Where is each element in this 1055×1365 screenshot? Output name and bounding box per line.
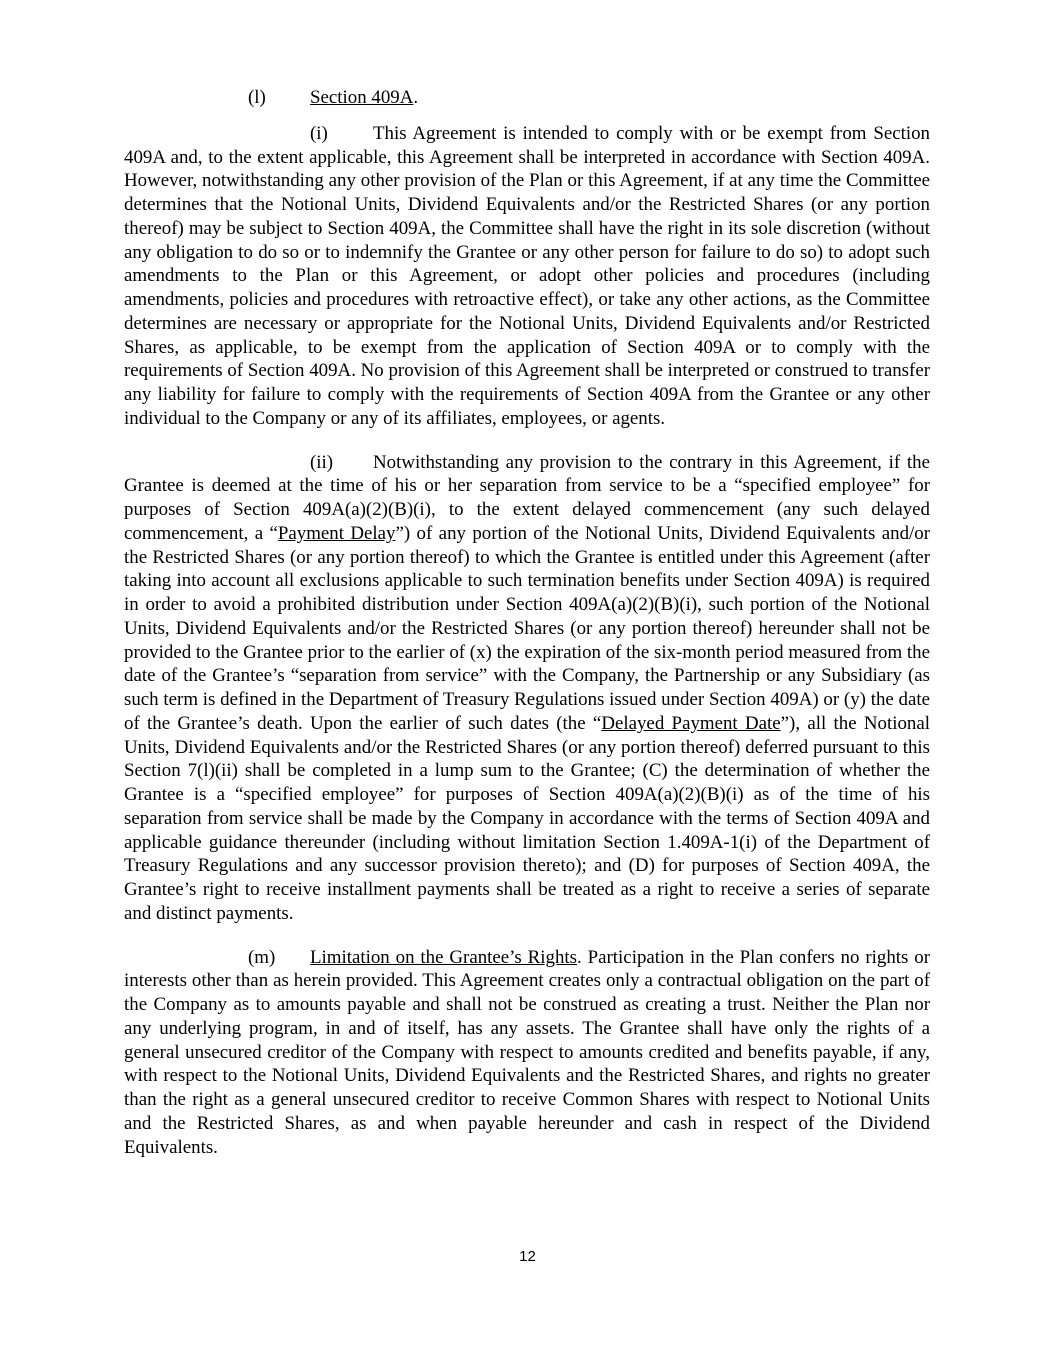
paragraph-l-ii	[124, 451, 930, 926]
paragraph-l-ii-text-3: ”), all the Notional Units, Dividend Equivalents and/or the Restricted Shares (or any portion thereof) deferred pursuant to this Section 7(l)(ii) shall be completed in a lump sum to the Grantee; (C) the determination of whether the Grantee is a “specified employee” for purposes of Section 409A(a)(2)(B)(i) as of the time of his separation from service shall be made by the Company in accordance with the terms of Section 409A and applicable guidance thereunder (including without limitation Section 1.409A-1(i) of the Department of Treasury Regulations and any successor provision thereto); and (D) for purposes of Section 409A, the Grantee’s right to receive installment payments shall be treated as a right to receive a series of separate and distinct payments.	[124, 712, 930, 924]
section-l-title: Section 409A	[310, 87, 414, 108]
defined-term-payment-delay: Payment Delay	[277, 522, 396, 544]
paragraph-l-i-text: This Agreement is intended to comply with or be exempt from Section 409A and, to the extent applicable, this Agreement shall be interpreted in accordance with Section 409A. However, notwithstanding any other provision of the Plan or this Agreement, if at any time the Committee determines that the Notional Units, Dividend Equivalents and/or the Restricted Shares (or any portion thereof) may be subject to Section 409A, the Committee shall have the right in its sole discretion (without any obligation to do so or to indemnify the Grantee or any other person for failure to do so) to adopt such amendments to the Plan or this Agreement, or adopt other policies and procedures (including amendments, policies and procedures with retroactive effect), or take any other actions, as the Committee determines are necessary or appropriate for the Notional Units, Dividend Equivalents and/or Restricted Shares, as applicable, to be exempt from the application of Section 409A or to comply with the requirements of Section 409A. No provision of this Agreement shall be interpreted or construed to transfer any liability for failure to comply with the requirements of Section 409A from the Grantee or any other individual to the Company or any of its affiliates, employees, or agents.	[124, 122, 930, 429]
page-number: 12	[519, 1248, 536, 1265]
section-l-heading	[124, 86, 930, 110]
document-page	[124, 86, 930, 1179]
section-l-number: (l)	[248, 87, 266, 108]
paragraph-l-i-number: (i)	[310, 122, 328, 144]
paragraph-l-ii-text-1: Notwithstanding any provision to the contrary in this Agreement, if the Grantee is deemed at the time of his or her separation from service to be a “specified employee” for purposes of Section 409A(a)(2)(B)(i), to the extent delayed commencement (any such delayed commencement, a “	[124, 451, 930, 544]
section-m-number: (m)	[248, 946, 276, 968]
paragraph-l-ii-number: (ii)	[310, 451, 334, 473]
section-m-paragraph	[124, 946, 930, 1160]
section-m-title: Limitation on the Grantee’s Rights	[310, 946, 578, 968]
section-l-title-suffix: .	[413, 87, 419, 108]
paragraph-l-i	[124, 122, 930, 431]
defined-term-delayed-payment-date: Delayed Payment Date	[601, 712, 781, 734]
paragraph-l-ii-text-2: ”) of any portion of the Notional Units, Dividend Equivalents and/or the Restricted Shares (or any portion thereof) to which the Grantee is entitled under this Agreement (after taking into account all exclusions applicable to such termination benefits under Section 409A) is required in order to avoid a prohibited distribution under Section 409A(a)(2)(B)(i), such portion of the Notional Units, Dividend Equivalents and/or the Restricted Shares (or any portion thereof) hereunder shall not be provided to the Grantee prior to the earlier of (x) the expiration of the six-month period measured from the date of the Grantee’s “separation from service” with the Company, the Partnership or any Subsidiary (as such term is defined in the Department of Treasury Regulations issued under Section 409A) or (y) the date of the Grantee’s death. Upon the earlier of such dates (the “	[124, 522, 930, 734]
section-m-text: . Participation in the Plan confers no rights or interests other than as herein provided. This Agreement creates only a contractual obligation on the part of the Company as to amounts payable and shall not be construed as creating a trust. Neither the Plan nor any underlying program, in and of itself, has any assets. The Grantee shall have only the rights of a general unsecured creditor of the Company with respect to amounts credited and benefits payable, if any, with respect to the Notional Units, Dividend Equivalents and the Restricted Shares, and rights no greater than the right as a general unsecured creditor to receive Common Shares with respect to Notional Units and the Restricted Shares, as and when payable hereunder and cash in respect of the Dividend Equivalents.	[124, 946, 930, 1158]
